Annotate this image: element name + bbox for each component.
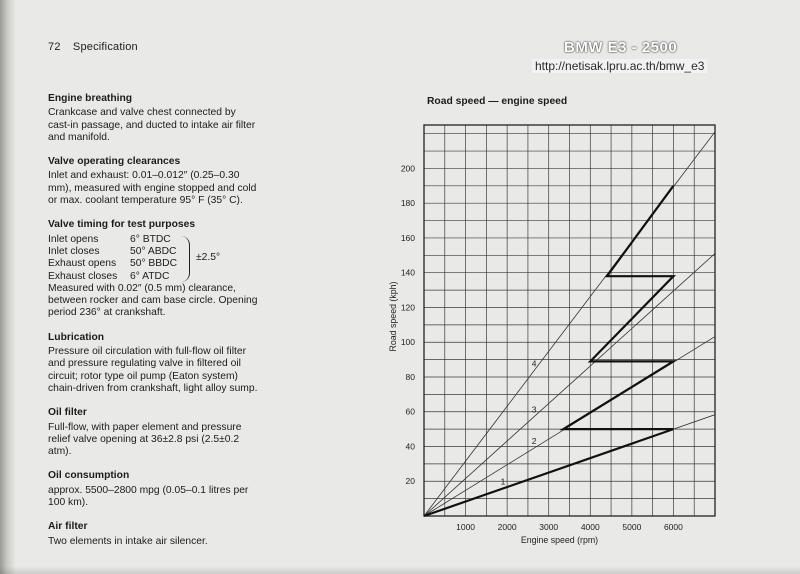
section-body: Full-flow, with paper element and pressure relief valve opening at 36±2.8 psi (2.5±0.2 atm). xyxy=(48,421,242,458)
timing-label: Inlet closes xyxy=(48,245,100,257)
section-title: Specification xyxy=(72,41,138,53)
gear-label-1: 1 xyxy=(500,476,506,487)
x-tick-label: 3000 xyxy=(539,522,559,532)
watermark-title: BMW E3 - 2500 xyxy=(564,39,678,56)
timing-tolerance: ±2.5° xyxy=(196,251,221,263)
x-tick-label: 5000 xyxy=(622,522,642,532)
y-tick-label: 140 xyxy=(400,267,415,278)
section-heading: Oil filter xyxy=(48,407,87,419)
timing-value: 50° BBDC xyxy=(130,258,178,270)
y-tick-label: 160 xyxy=(400,232,415,243)
timing-value: 50° ABDC xyxy=(130,245,177,257)
section-body: Crankcase and valve chest connected by cast-in passage, and ducted to intake air filter and manifold. xyxy=(48,107,256,143)
section-heading: Air filter xyxy=(48,521,88,533)
section-body: Pressure oil circulation with full-flow oil filter and pressure regulating valve in filtered oil circuit; rotor type oil pump (Eaton system) chain-driven from crankshaft, light alloy sump. xyxy=(48,346,258,394)
watermark-url: http://netisak.lpru.ac.th/bmw_e3 xyxy=(532,59,707,73)
section-heading: Oil consumption xyxy=(48,470,130,482)
y-tick-label: 180 xyxy=(400,198,415,209)
y-tick-label: 60 xyxy=(405,406,415,417)
gear-label-2: 2 xyxy=(531,436,537,447)
timing-label: Inlet opens xyxy=(48,233,99,245)
section-heading: Lubrication xyxy=(48,331,105,343)
section-body: approx. 5500–2800 mpg (0.05–0.1 litres per 100 km). xyxy=(48,484,249,509)
timing-label: Exhaust opens xyxy=(48,258,117,270)
x-axis-label: Engine speed (rpm) xyxy=(520,535,599,545)
section-body: Inlet and exhaust: 0.01–0.012″ (0.25–0.30 mm), measured with engine stopped and cold or max. coolant temperature 95° F (35° C). xyxy=(48,170,257,207)
timing-value: 6° BTDC xyxy=(130,233,171,245)
y-tick-label: 100 xyxy=(400,337,415,348)
x-tick-label: 2000 xyxy=(497,522,517,532)
y-tick-label: 200 xyxy=(400,163,415,174)
section-heading: Valve timing for test purposes xyxy=(48,219,196,231)
y-tick-label: 80 xyxy=(405,371,415,382)
y-tick-label: 40 xyxy=(405,441,415,452)
gear-label-3: 3 xyxy=(531,404,537,415)
y-axis-label: Road speed (kph) xyxy=(388,281,398,352)
section-body: Measured with 0.02″ (0.5 mm) clearance, between rocker and cam base circle. Opening period 236° at crankshaft. xyxy=(48,282,258,319)
y-tick-label: 120 xyxy=(400,302,415,313)
x-tick-label: 1000 xyxy=(456,522,476,532)
x-tick-label: 4000 xyxy=(580,522,600,532)
timing-value: 6° ATDC xyxy=(130,270,170,282)
chart-title: Road speed — engine speed xyxy=(427,96,568,107)
timing-label: Exhaust closes xyxy=(48,270,118,282)
x-tick-label: 6000 xyxy=(663,522,683,532)
section-heading: Engine breathing xyxy=(48,93,133,104)
page-number: 72 xyxy=(48,41,61,53)
section-body: Two elements in intake air silencer. xyxy=(48,535,208,547)
y-tick-label: 20 xyxy=(405,476,415,487)
section-heading: Valve operating clearances xyxy=(48,156,181,168)
gear-label-4: 4 xyxy=(531,358,537,369)
